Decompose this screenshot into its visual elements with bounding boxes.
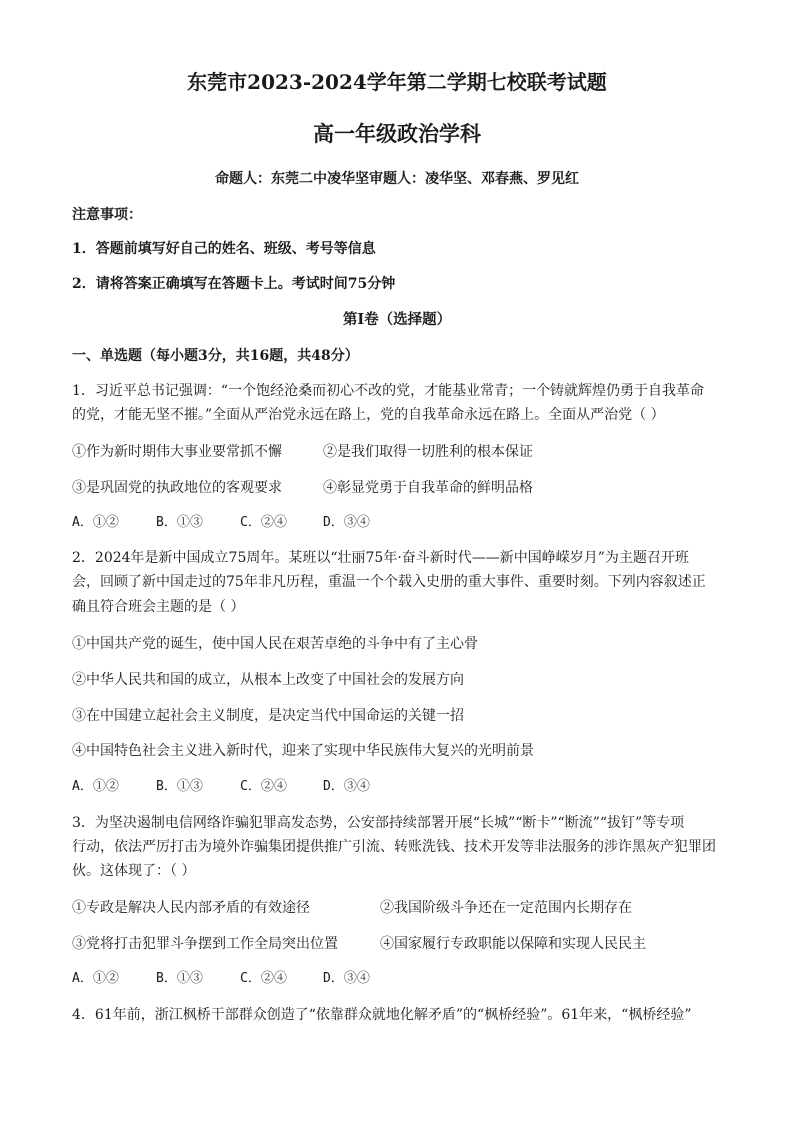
question-2-answer-a[interactable]: A．①② [72,779,119,794]
question-2-answer-c[interactable]: C．②④ [240,779,287,794]
question-1-stem: 1．习近平总书记强调：“一个饱经沧桑而初心不改的党，才能基业常青；一个铸就辉煌仍勇于自我革命 [72,383,705,399]
question-3-option: ④国家履行专政职能以保障和实现人民民主 [380,936,646,952]
question-3-stem: 行动，依法严厉打击为境外诈骗集团提供推广引流、转账洗钱、技术开发等非法服务的涉诈黑灰产犯罪团 [72,839,716,855]
notice-item: 2．请将答案正确填写在答题卡上。考试时间75分钟 [72,276,396,292]
author-line: 命题人：东莞二中凌华坚审题人：凌华坚、邓春燕、罗见红 [215,171,579,187]
question-1-option: ②是我们取得一切胜利的根本保证 [323,444,533,460]
notice-item: 1．答题前填写好自己的姓名、班级、考号等信息 [72,241,376,257]
question-1-option: ①作为新时期伟大事业要常抓不懈 [72,444,282,460]
question-3-stem: 伙。这体现了：（ ） [72,863,196,879]
question-4-stem: 4．61年前，浙江枫桥干部群众创造了“依靠群众就地化解矛盾”的“枫桥经验”。61年来，“枫桥经验” [72,1007,692,1023]
question-1-answer-d[interactable]: D．③④ [323,515,370,530]
notice-heading: 注意事项： [72,207,142,223]
question-3-answer-c[interactable]: C．②④ [240,971,287,986]
volume-title: 第I卷（选择题） [342,311,452,328]
question-2-answer-d[interactable]: D．③④ [323,779,370,794]
question-3-option: ①专政是解决人民内部矛盾的有效途径 [72,900,310,916]
question-1-answer-c[interactable]: C．②④ [240,515,287,530]
question-2-stem: 2．2024年是新中国成立75周年。某班以“壮丽75年·奋斗新时代——新中国峥嵘岁月”为主题召开班 [72,550,689,566]
question-2-option: ④中国特色社会主义进入新时代，迎来了实现中华民族伟大复兴的光明前景 [72,743,534,759]
question-3-answer-b[interactable]: B．①③ [156,971,203,986]
question-3-answer-d[interactable]: D．③④ [323,971,370,986]
question-3-option: ②我国阶级斗争还在一定范围内长期存在 [380,900,632,916]
question-2-stem: 确且符合班会主题的是（ ） [72,599,245,615]
question-2-option: ③在中国建立起社会主义制度，是决定当代中国命运的关键一招 [72,708,464,724]
question-2-option: ①中国共产党的诞生，使中国人民在艰苦卓绝的斗争中有了主心骨 [72,636,478,652]
question-1-stem: 的党，才能无坚不摧。”全面从严治党永远在路上，党的自我革命永远在路上。全面从严治党（ ） [72,407,665,423]
section-heading: 一、单选题（每小题3分，共16题，共48分） [72,348,359,364]
question-2-answer-b[interactable]: B．①③ [156,779,203,794]
question-3-option: ③党将打击犯罪斗争摆到工作全局突出位置 [72,936,338,952]
exam-subtitle: 高一年级政治学科 [313,121,481,146]
question-3-answer-a[interactable]: A．①② [72,971,119,986]
question-1-option: ③是巩固党的执政地位的客观要求 [72,480,282,496]
question-1-answer-a[interactable]: A．①② [72,515,119,530]
question-3-stem: 3．为坚决遏制电信网络诈骗犯罪高发态势，公安部持续部署开展“长城”“断卡”“断流”“拔钉”等专项 [72,815,685,831]
question-2-stem: 会，回顾了新中国走过的75年非凡历程，重温一个个载入史册的重大事件、重要时刻。下列内容叙述正 [72,574,706,590]
question-1-answer-b[interactable]: B．①③ [156,515,203,530]
exam-title: 东莞市2023-2024学年第二学期七校联考试题 [187,70,607,94]
question-2-option: ②中华人民共和国的成立，从根本上改变了中国社会的发展方向 [72,672,464,688]
question-1-option: ④彰显党勇于自我革命的鲜明品格 [323,480,533,496]
